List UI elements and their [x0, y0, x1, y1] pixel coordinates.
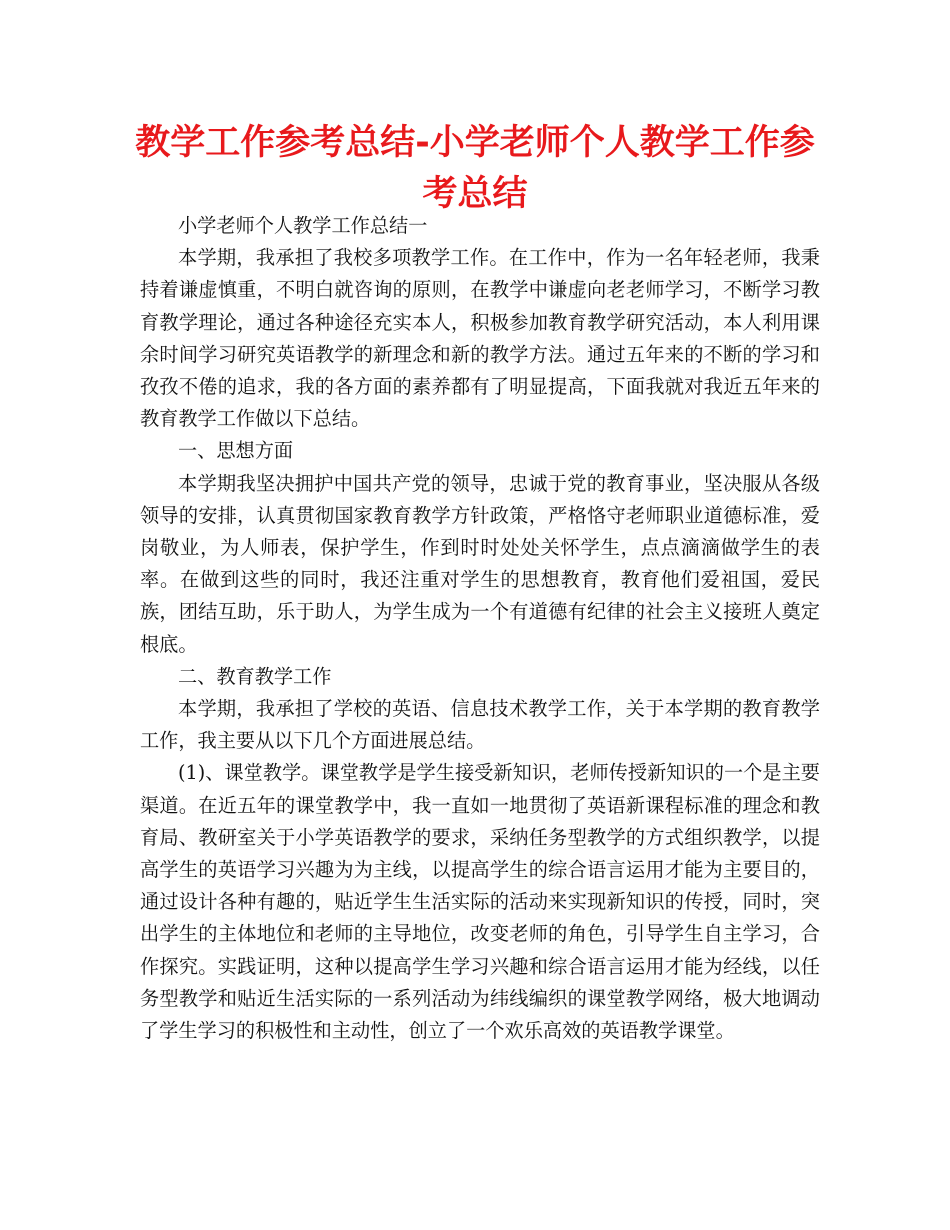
- document-body: [140, 210, 820, 1047]
- document-title: 教学工作参考总结-小学老师个人教学工作参考总结: [135, 123, 815, 214]
- section-subtitle: 小学老师个人教学工作总结一: [178, 214, 428, 237]
- intro-paragraph: 本学期，我承担了我校多项教学工作。在工作中，作为一名年轻老师，我秉持着谦虚慎重，不明白就咨询的原则，在教学中谦虚向老老师学习，不断学习教育教学理论，通过各种途径充实本人，积极参加教育教学研究活动，本人利用课余时间学习研究英语教学的新理念和新的教学方法。通过五年来的不断的学习和孜孜不倦的追求，我的各方面的素养都有了明显提高，下面我就对我近五年来的教育教学工作做以下总结。: [140, 246, 820, 431]
- section-heading-thought: 一、思想方面: [178, 439, 294, 463]
- classroom-teaching-paragraph: (1)、课堂教学。课堂教学是学生接受新知识，老师传授新知识的一个是主要渠道。在近五年的课堂教学中，我一直如一地贯彻了英语新课程标准的理念和教育局、教研室关于小学英语教学的要求，采纳任务型教学的方式组织教学，以提高学生的英语学习兴趣为为主线，以提高学生的综合语言运用才能为主要目的，通过设计各种有趣的，贴近学生生活实际的活动来实现新知识的传授，同时，突出学生的主体地位和老师的主导地位，改变老师的角色，引导学生自主学习，合作探究。实践证明，这种以提高学生学习兴趣和综合语言运用才能为经线，以任务型教学和贴近生活实际的一系列活动为纬线编织的课堂教学网络，极大地调动了学生学习的积极性和主动性，创立了一个欢乐高效的英语教学课堂。: [140, 761, 820, 1043]
- section-heading-teaching: 二、教育教学工作: [178, 664, 332, 688]
- thought-paragraph: 本学期我坚决拥护中国共产党的领导，忠诚于党的教育事业，坚决服从各级领导的安排，认真贯彻国家教育教学方针政策，严格恪守老师职业道德标准，爱岗敬业，为人师表，保护学生，作到时时处处关怀学生，点点滴滴做学生的表率。在做到这些的同时，我还注重对学生的思想教育，教育他们爱祖国，爱民族，团结互助，乐于助人，为学生成为一个有道德有纪律的社会主义接班人奠定根底。: [140, 471, 820, 656]
- teaching-intro-paragraph: 本学期，我承担了学校的英语、信息技术教学工作，关于本学期的教育教学工作，我主要从以下几个方面进展总结。: [140, 697, 820, 753]
